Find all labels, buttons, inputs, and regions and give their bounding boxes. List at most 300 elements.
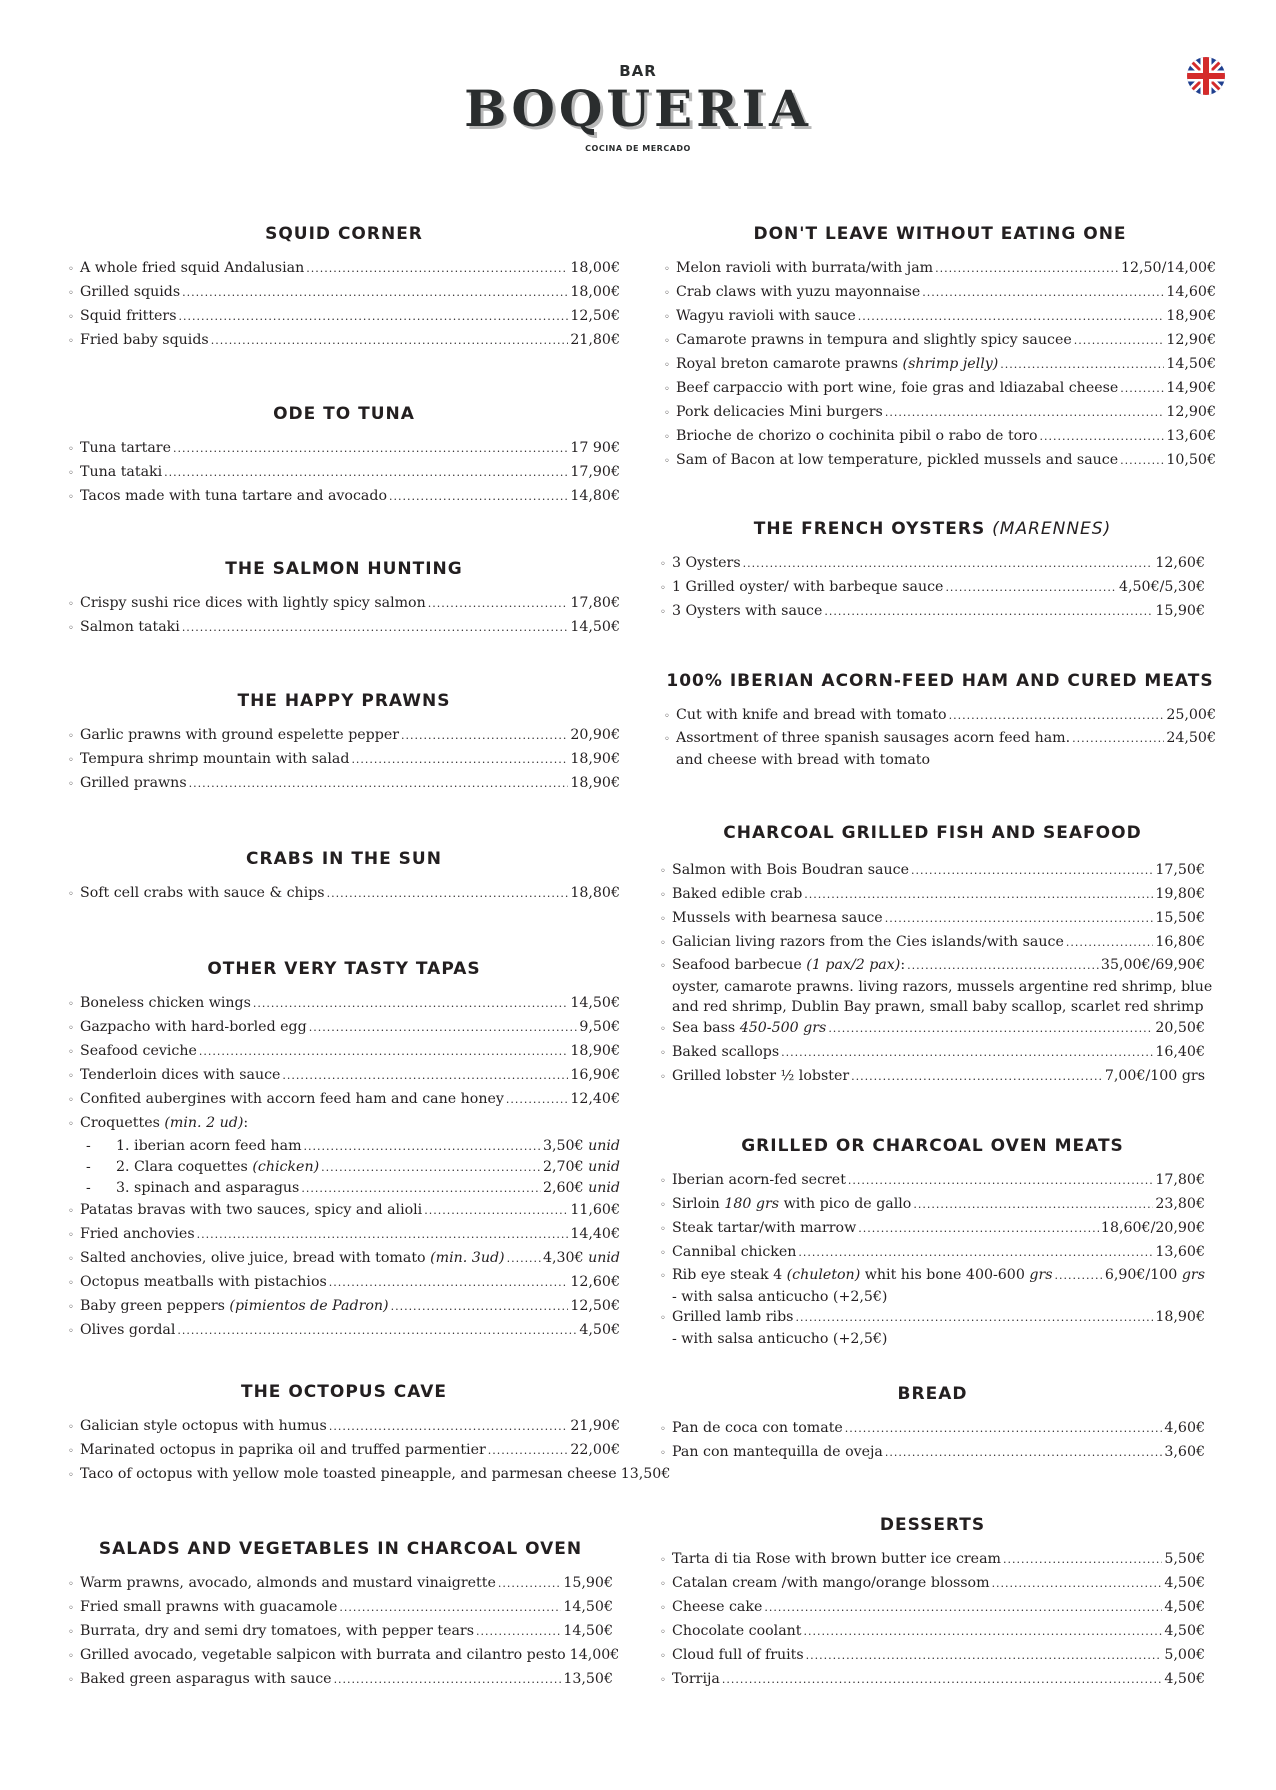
item-price-value: 14,40€ bbox=[570, 1226, 620, 1242]
leader-dots bbox=[945, 576, 1117, 599]
item-name-text: Steak tartar/with marrow bbox=[672, 1220, 857, 1236]
item-price-value: 23,80€ bbox=[1155, 1196, 1205, 1212]
item-price-value: 16,90€ bbox=[570, 1067, 620, 1083]
leader-dots bbox=[795, 1308, 1153, 1328]
croquette-subitem bbox=[68, 1136, 620, 1157]
item-note: (chicken) bbox=[252, 1159, 320, 1175]
leader-dots bbox=[339, 1596, 561, 1619]
item-name bbox=[80, 992, 251, 1015]
leader-dots bbox=[1066, 931, 1153, 954]
item-price: 18,90€ bbox=[1155, 1309, 1205, 1325]
item-price bbox=[1155, 1017, 1205, 1040]
item-name bbox=[80, 772, 187, 795]
item-price bbox=[563, 1596, 613, 1619]
item-name bbox=[80, 1668, 332, 1691]
item-price bbox=[543, 1247, 620, 1270]
item-price bbox=[570, 1439, 620, 1462]
menu-item bbox=[664, 257, 1216, 281]
menu-item bbox=[68, 1247, 620, 1271]
item-price: 24,50€ bbox=[1166, 730, 1216, 746]
bullet-icon: ◦ bbox=[68, 1023, 74, 1034]
item-name bbox=[80, 1199, 422, 1222]
item-price bbox=[543, 1157, 620, 1178]
item-price-value: 18,80€ bbox=[570, 885, 620, 901]
item-name bbox=[672, 1668, 720, 1691]
item-name bbox=[672, 1241, 796, 1264]
leader-dots bbox=[1040, 425, 1165, 448]
menu-item bbox=[660, 552, 1205, 576]
item-name-text: Soft cell crabs with sauce & chips bbox=[80, 885, 325, 901]
item-name bbox=[80, 1247, 505, 1270]
item-price bbox=[1155, 600, 1205, 623]
leader-dots bbox=[164, 461, 568, 484]
section-title: GRILLED OR CHARCOAL OVEN MEATS bbox=[741, 1136, 1124, 1156]
leader-dots bbox=[401, 724, 568, 747]
menu-item bbox=[68, 882, 620, 906]
leader-dots bbox=[321, 1157, 541, 1178]
item-name-text: Galician living razors from the Cies islands/with sauce bbox=[672, 934, 1064, 950]
item-price-value: 2,70€ bbox=[542, 1159, 584, 1175]
bullet-icon: ◦ bbox=[660, 1224, 666, 1235]
leader-dots bbox=[182, 616, 569, 639]
item-name bbox=[80, 1319, 175, 1342]
bullet-icon: ◦ bbox=[664, 734, 670, 745]
item-price bbox=[1155, 1169, 1205, 1192]
item-price bbox=[570, 1295, 620, 1318]
item-name-text: 2. Clara coquettes bbox=[116, 1159, 248, 1175]
item-price bbox=[1155, 859, 1205, 882]
croquette-subitem bbox=[68, 1157, 620, 1178]
item-name-text: Salmon tataki bbox=[80, 619, 180, 635]
bullet-icon: ◦ bbox=[68, 1095, 74, 1106]
leader-dots bbox=[334, 1668, 562, 1691]
item-name-text: Camarote prawns in tempura and slightly spicy saucee bbox=[676, 332, 1072, 348]
item-name bbox=[80, 616, 180, 639]
item-name-text: Pan de coca con tomate bbox=[672, 1420, 843, 1436]
item-name-text: 1 Grilled oyster/ with barbeque sauce bbox=[672, 579, 944, 595]
item-name bbox=[80, 1064, 280, 1087]
bullet-icon: ◦ bbox=[664, 408, 670, 419]
item-price bbox=[1121, 257, 1216, 280]
bullet-icon: ◦ bbox=[68, 1206, 74, 1217]
item-name-text: Boneless chicken wings bbox=[80, 995, 251, 1011]
bullet-icon: ◦ bbox=[660, 607, 666, 618]
section-crabs-in-the-sun bbox=[68, 848, 620, 906]
item-note: (pimientos de Padron) bbox=[229, 1298, 389, 1314]
item-price bbox=[1105, 1065, 1205, 1088]
item-price bbox=[1166, 329, 1216, 352]
item-continuation: and cheese with bread with tomato bbox=[676, 752, 931, 768]
item-name bbox=[80, 724, 399, 747]
item-name-text: Seafood ceviche bbox=[80, 1043, 197, 1059]
bullet-icon: ◦ bbox=[660, 1448, 666, 1459]
menu-item bbox=[660, 1017, 1205, 1041]
item-price bbox=[1166, 305, 1216, 328]
item-name bbox=[672, 1548, 1001, 1571]
item-price bbox=[1155, 552, 1205, 575]
item-price-value: 9,50€ bbox=[579, 1019, 620, 1035]
item-name bbox=[672, 931, 1064, 954]
item-price-unit: unid bbox=[588, 1138, 620, 1154]
leader-dots bbox=[781, 1041, 1153, 1064]
item-name bbox=[80, 1271, 327, 1294]
item-name bbox=[672, 1169, 846, 1192]
leader-dots bbox=[327, 882, 569, 905]
item-name bbox=[116, 1178, 299, 1199]
menu-item bbox=[68, 616, 620, 640]
item-name-part: Sirloin bbox=[672, 1196, 720, 1212]
item-price-value: 14,50€ bbox=[563, 1599, 613, 1615]
section-title: CHARCOAL GRILLED FISH AND SEAFOOD bbox=[723, 823, 1142, 843]
item-name bbox=[80, 1415, 327, 1438]
item-name-text: Marinated octopus in paprika oil and truffed parmentier bbox=[80, 1442, 486, 1458]
item-price-value: 4,50€ bbox=[1164, 1599, 1205, 1615]
leader-dots bbox=[391, 1295, 569, 1318]
item-price bbox=[1166, 425, 1216, 448]
item-name-text: Patatas bravas with two sauces, spicy and alioli bbox=[80, 1202, 423, 1218]
menu-item bbox=[660, 1217, 1205, 1241]
leader-dots bbox=[858, 305, 1165, 328]
bullet-icon: ◦ bbox=[660, 1424, 666, 1435]
menu-item bbox=[664, 401, 1216, 425]
bullet-icon: ◦ bbox=[660, 559, 666, 570]
leader-dots bbox=[306, 257, 568, 280]
item-name-text: Mussels with bearnesa sauce bbox=[672, 910, 883, 926]
item-name bbox=[80, 882, 325, 905]
item-price-value: 18,90€ bbox=[570, 775, 620, 791]
section-title: THE HAPPY PRAWNS bbox=[237, 691, 451, 711]
item-price-value: 18,90€ bbox=[1166, 308, 1216, 324]
menu-item bbox=[68, 1668, 613, 1692]
menu-item bbox=[660, 1065, 1205, 1089]
item-price-value: 18,90€ bbox=[570, 1043, 620, 1059]
item-price bbox=[563, 1620, 613, 1643]
leader-dots bbox=[1055, 1266, 1103, 1286]
bullet-icon: ◦ bbox=[660, 1603, 666, 1614]
leader-dots bbox=[428, 592, 569, 615]
item-price bbox=[1155, 1193, 1205, 1216]
section-title: BREAD bbox=[897, 1384, 968, 1404]
section-title: CRABS IN THE SUN bbox=[246, 849, 442, 869]
item-price-value: 12,60€ bbox=[570, 1274, 620, 1290]
bullet-icon: ◦ bbox=[660, 938, 666, 949]
item-price bbox=[1164, 1417, 1205, 1440]
bullet-icon: ◦ bbox=[68, 1071, 74, 1082]
menu-item bbox=[664, 353, 1216, 377]
leader-dots bbox=[189, 772, 569, 795]
item-price-value: 5,00€ bbox=[1164, 1647, 1205, 1663]
bullet-icon: ◦ bbox=[68, 1302, 74, 1313]
item-description: and red shrimp, Dublin Bay prawn, small baby scallop, scarlet red shrimp bbox=[672, 999, 1204, 1015]
bullet-icon: ◦ bbox=[660, 1072, 666, 1083]
item-price bbox=[570, 1644, 620, 1667]
item-price-value: 14,50€ bbox=[563, 1623, 613, 1639]
item-name-text: Royal breton camarote prawns bbox=[676, 356, 899, 372]
restaurant-logo bbox=[0, 62, 1276, 153]
bullet-icon: ◦ bbox=[68, 1230, 74, 1241]
menu-item bbox=[68, 461, 620, 485]
item-name bbox=[80, 1295, 389, 1318]
item-price: 6,90€/100 grs bbox=[1104, 1267, 1205, 1283]
leader-dots bbox=[199, 1040, 568, 1063]
menu-item bbox=[68, 1040, 620, 1064]
item-price bbox=[1155, 931, 1205, 954]
dash-icon: - bbox=[86, 1180, 91, 1196]
item-name-text: Salted anchovies, olive juice, bread with tomato bbox=[80, 1250, 426, 1266]
item-name-part: with pico de gallo bbox=[783, 1196, 912, 1212]
menu-item bbox=[68, 437, 620, 461]
item-name-text: A whole fried squid Andalusian bbox=[80, 260, 305, 276]
item-name-text: Catalan cream /with mango/orange blossom bbox=[672, 1575, 990, 1591]
item-name bbox=[80, 1088, 504, 1111]
bullet-icon: ◦ bbox=[68, 492, 74, 503]
section-title: THE SALMON HUNTING bbox=[225, 559, 463, 579]
item-name bbox=[676, 449, 1118, 472]
leader-dots bbox=[506, 1088, 568, 1111]
item-name bbox=[80, 1016, 307, 1039]
bullet-icon: ◦ bbox=[660, 1579, 666, 1590]
bullet-icon: ◦ bbox=[68, 1627, 74, 1638]
item-price-value: 18,90€ bbox=[570, 751, 620, 767]
item-name-text: Iberian acorn-fed secret bbox=[672, 1172, 846, 1188]
item-price bbox=[1155, 907, 1205, 930]
item-name bbox=[676, 353, 998, 376]
bullet-icon: ◦ bbox=[68, 1603, 74, 1614]
section-squid-corner bbox=[68, 223, 620, 353]
item-name bbox=[672, 1041, 779, 1064]
menu-item bbox=[660, 1620, 1205, 1644]
bullet-icon: ◦ bbox=[664, 456, 670, 467]
item-price-value: 20,50€ bbox=[1155, 1020, 1205, 1036]
item-price bbox=[570, 882, 620, 905]
item-name bbox=[672, 1620, 802, 1643]
bullet-icon: ◦ bbox=[660, 1675, 666, 1686]
menu-item bbox=[68, 1620, 613, 1644]
menu-item bbox=[68, 1016, 620, 1040]
item-name: Assortment of three spanish sausages acorn feed ham. bbox=[676, 730, 1071, 746]
leader-dots bbox=[304, 1136, 541, 1157]
section-title: THE OCTOPUS CAVE bbox=[240, 1382, 447, 1402]
item-name bbox=[672, 576, 943, 599]
item-price-value: 14,50€ bbox=[570, 995, 620, 1011]
menu-item bbox=[68, 1199, 620, 1223]
item-price-unit: unid bbox=[588, 1250, 620, 1266]
menu-item bbox=[68, 1295, 620, 1319]
leader-dots bbox=[851, 1065, 1103, 1088]
item-price bbox=[579, 1016, 620, 1039]
item-price-value: 11,60€ bbox=[570, 1202, 620, 1218]
item-price-value: 16,40€ bbox=[1155, 1044, 1205, 1060]
item-price-unit: unid bbox=[588, 1159, 620, 1175]
item-price-value: 12,50€ bbox=[570, 1298, 620, 1314]
bullet-icon: ◦ bbox=[68, 599, 74, 610]
item-price-value: 21,90€ bbox=[570, 1418, 620, 1434]
item-name-text: Confited aubergines with accorn feed ham and cane honey bbox=[80, 1091, 504, 1107]
item-price-value: 14,50€ bbox=[1166, 356, 1216, 372]
menu-item bbox=[660, 907, 1205, 931]
section-other-tapas bbox=[68, 958, 620, 1343]
menu-item bbox=[68, 1644, 620, 1668]
item-name bbox=[80, 1439, 486, 1462]
item-price bbox=[1164, 1441, 1205, 1464]
item-price bbox=[570, 616, 620, 639]
item-name-text: Melon ravioli with burrata/with jam bbox=[676, 260, 934, 276]
menu-item bbox=[68, 1572, 613, 1596]
item-price bbox=[1166, 401, 1216, 424]
item-name-text: Crab claws with yuzu mayonnaise bbox=[676, 284, 921, 300]
item-price bbox=[579, 1319, 620, 1342]
menu-item bbox=[664, 281, 1216, 305]
bullet-icon: ◦ bbox=[664, 264, 670, 275]
section-iberian-ham bbox=[664, 670, 1216, 770]
bullet-icon: ◦ bbox=[664, 336, 670, 347]
uk-flag-icon[interactable] bbox=[1186, 56, 1226, 96]
section-title: SALADS AND VEGETABLES IN CHARCOAL OVEN bbox=[98, 1539, 583, 1559]
item-price bbox=[570, 257, 620, 280]
item-name-text: Wagyu ravioli with sauce bbox=[676, 308, 856, 324]
item-price-value: 10,50€ bbox=[1166, 452, 1216, 468]
item-price: 35,00€/69,90€ bbox=[1100, 957, 1205, 973]
item-name bbox=[80, 1463, 617, 1486]
item-price bbox=[1155, 1241, 1205, 1264]
item-note: (min. 3ud) bbox=[430, 1250, 505, 1266]
item-name-text: Crispy sushi rice dices with lightly spicy salmon bbox=[80, 595, 426, 611]
menu-item bbox=[660, 1548, 1205, 1572]
item-name: Cut with knife and bread with tomato bbox=[676, 707, 947, 723]
menu-item bbox=[664, 425, 1216, 449]
item-name bbox=[80, 485, 387, 508]
bullet-icon: ◦ bbox=[660, 1048, 666, 1059]
item-price-value: 14,90€ bbox=[1166, 380, 1216, 396]
menu-item bbox=[68, 1223, 620, 1247]
section-title: 100% IBERIAN ACORN-FEED HAM AND CURED MEATS bbox=[666, 671, 1214, 691]
bullet-icon: ◦ bbox=[660, 961, 666, 972]
item-name bbox=[672, 1193, 911, 1216]
bullet-icon: ◦ bbox=[68, 1446, 74, 1457]
item-price bbox=[543, 1136, 620, 1157]
leader-dots bbox=[935, 257, 1119, 280]
leader-dots bbox=[1074, 329, 1165, 352]
item-price bbox=[570, 1064, 620, 1087]
item-name-text: Brioche de chorizo o cochinita pibil o rabo de toro bbox=[676, 428, 1038, 444]
item-name bbox=[80, 1644, 566, 1667]
croquette-subitem bbox=[68, 1178, 620, 1199]
item-name: Seafood barbecue (1 pax/2 pax): bbox=[672, 957, 906, 973]
leader-dots bbox=[992, 1572, 1163, 1595]
leader-dots bbox=[476, 1620, 561, 1643]
menu-item bbox=[660, 1417, 1205, 1441]
menu-item-seafood-barbecue bbox=[660, 955, 1205, 977]
section-title: ODE TO TUNA bbox=[273, 404, 415, 424]
item-name-text: Fried baby squids bbox=[80, 332, 209, 348]
item-note: (shrimp jelly) bbox=[902, 356, 999, 372]
leader-dots bbox=[922, 281, 1164, 304]
leader-dots bbox=[507, 1247, 541, 1270]
item-price-value: 13,60€ bbox=[1166, 428, 1216, 444]
menu-item bbox=[660, 1668, 1205, 1692]
dash-icon: - bbox=[86, 1159, 91, 1175]
item-name-text: Squid fritters bbox=[80, 308, 177, 324]
item-name-text: Cannibal chicken bbox=[672, 1244, 797, 1260]
menu-item bbox=[660, 1241, 1205, 1265]
menu-item bbox=[68, 748, 620, 772]
item-price-value: 12,90€ bbox=[1166, 332, 1216, 348]
item-name-text: Octopus meatballs with pistachios bbox=[80, 1274, 327, 1290]
item-price bbox=[570, 305, 620, 328]
leader-dots bbox=[1120, 449, 1164, 472]
menu-item bbox=[68, 1088, 620, 1112]
item-price bbox=[1166, 281, 1216, 304]
item-price-value: 5,50€ bbox=[1164, 1551, 1205, 1567]
item-price-value: 16,80€ bbox=[1155, 934, 1205, 950]
item-name-text: Torrija bbox=[672, 1671, 720, 1687]
menu-item-rib-eye bbox=[660, 1265, 1205, 1287]
item-price-value: 14,00€ bbox=[569, 1647, 620, 1663]
item-price-value: 3,50€ bbox=[542, 1138, 584, 1154]
item-name-text: Sam of Bacon at low temperature, pickled mussels and sauce bbox=[676, 452, 1119, 468]
item-price-value: 14,50€ bbox=[570, 619, 620, 635]
item-name-text: Baked green asparagus with sauce bbox=[80, 1671, 332, 1687]
leader-dots bbox=[848, 1169, 1153, 1192]
item-name bbox=[676, 305, 856, 328]
item-name bbox=[672, 552, 741, 575]
item-price bbox=[570, 592, 620, 615]
item-name-text: Tacos made with tuna tartare and avocado bbox=[80, 488, 387, 504]
leader-dots bbox=[498, 1572, 561, 1595]
bullet-icon: ◦ bbox=[660, 866, 666, 877]
leader-dots bbox=[1120, 377, 1164, 400]
item-name-text: Tenderloin dices with sauce bbox=[80, 1067, 281, 1083]
leader-dots bbox=[182, 281, 568, 304]
menu-item bbox=[664, 728, 1216, 750]
item-name-text: Baked edible crab bbox=[672, 886, 803, 902]
item-price-value: 19,80€ bbox=[1155, 886, 1205, 902]
menu-item bbox=[660, 1169, 1205, 1193]
item-price-value: 14,60€ bbox=[1166, 284, 1216, 300]
logo-name-text: BOQUERIA bbox=[464, 79, 812, 138]
item-price-value: 13,50€ bbox=[620, 1466, 671, 1482]
leader-dots bbox=[913, 1193, 1153, 1216]
menu-item bbox=[660, 1041, 1205, 1065]
item-price-value: 2,60€ bbox=[542, 1180, 584, 1196]
section-bread bbox=[660, 1383, 1205, 1465]
item-price bbox=[570, 437, 620, 460]
item-price bbox=[570, 1271, 620, 1294]
item-name bbox=[80, 281, 180, 304]
item-name-text: Grilled squids bbox=[80, 284, 181, 300]
item-price-value: 4,60€ bbox=[1164, 1420, 1205, 1436]
item-name-text: Olives gordal bbox=[80, 1322, 176, 1338]
bullet-icon: ◦ bbox=[68, 264, 74, 275]
leader-dots bbox=[329, 1415, 569, 1438]
item-name bbox=[676, 425, 1038, 448]
logo-bar-text: BAR bbox=[619, 62, 657, 80]
item-price-value: 12,40€ bbox=[570, 1091, 620, 1107]
item-name bbox=[80, 1040, 197, 1063]
bullet-icon: ◦ bbox=[68, 1651, 74, 1662]
item-price bbox=[1164, 1596, 1205, 1619]
item-name bbox=[80, 748, 349, 771]
item-name bbox=[116, 1157, 319, 1178]
leader-dots bbox=[824, 600, 1153, 623]
bullet-icon: ◦ bbox=[68, 1470, 74, 1481]
section-title: SQUID CORNER bbox=[265, 224, 423, 244]
item-name-text: 1. iberian acorn feed ham bbox=[116, 1138, 302, 1154]
item-name-text: Baby green peppers bbox=[80, 1298, 225, 1314]
bullet-icon: ◦ bbox=[660, 1555, 666, 1566]
leader-dots bbox=[301, 1178, 541, 1199]
menu-item bbox=[68, 281, 620, 305]
